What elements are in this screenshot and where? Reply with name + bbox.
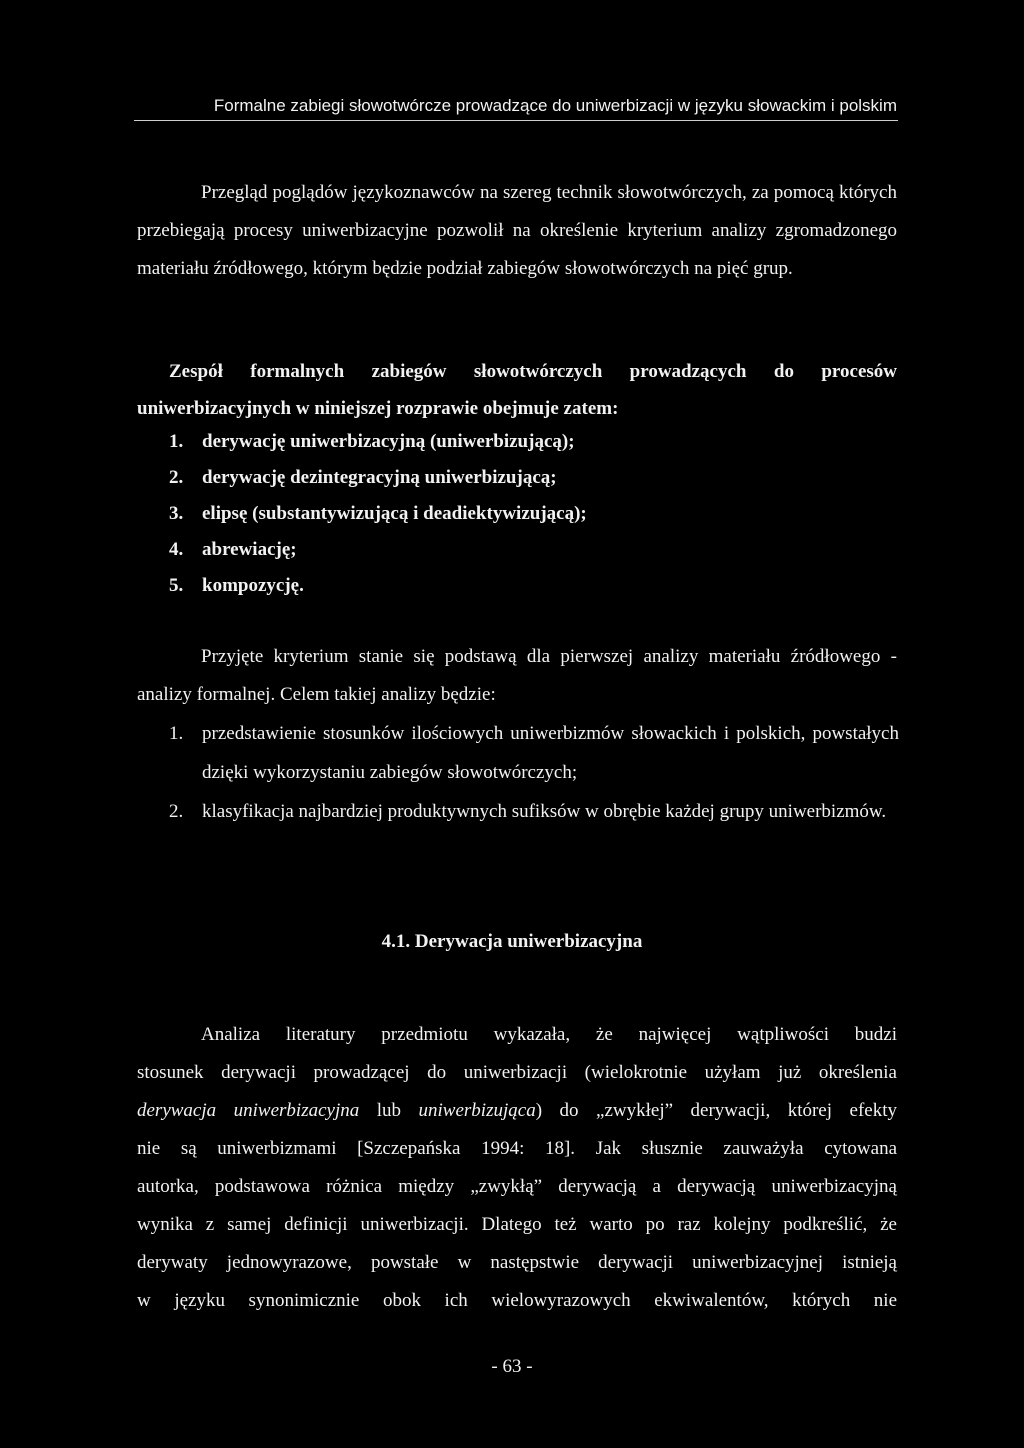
paragraph-line: wynika z samej definicji uniwerbizacji. Dlatego też warto po raz kolejny podkreślić, że — [137, 1214, 897, 1235]
criterion-lead: Przyjęte kryterium stanie się podstawą dla pierwszej analizy materiału źródłowego - analizy formalnej. Celem takiej analizy będzie: — [137, 646, 897, 705]
italic-term: derywacja uniwerbizacyjna — [137, 1100, 360, 1121]
list-item: 5. kompozycję. — [169, 575, 304, 596]
page-number: - 63 - — [491, 1356, 533, 1377]
list-item: 1. derywację uniwerbizacyjną (uniwerbizującą); — [169, 431, 575, 452]
paragraph-line: derywacja uniwerbizacyjna lub uniwerbizująca) do „zwykłej” derywacji, której efekty — [137, 1100, 897, 1121]
paragraph-line: Analiza literatury przedmiotu wykazała, że najwięcej wątpliwości budzi — [201, 1024, 897, 1045]
paragraph-line: w języku synonimicznie obok ich wielowyrazowych ekwiwalentów, których nie — [137, 1290, 897, 1311]
criterion-list — [169, 714, 899, 831]
paragraph-line: derywaty jednowyrazowe, powstałe w następstwie derywacji uniwerbizacyjnej istnieją — [137, 1252, 897, 1273]
section-heading: 4.1. Derywacja uniwerbizacyjna — [381, 931, 643, 952]
paragraph-line: nie są uniwerbizmami [Szczepańska 1994: 18]. Jak słusznie zauważyła cytowana — [137, 1138, 897, 1159]
list-item: 2. derywację dezintegracyjną uniwerbizującą; — [169, 467, 557, 488]
intro-paragraph: Przegląd poglądów językoznawców na szereg technik słowotwórczych, za pomocą których przebiegają procesy uniwerbizacyjne pozwolił na określenie kryterium analizy zgromadzonego materiału źródłowego, którym będzie podział zabiegów słowotwórczych na pięć grup. — [137, 182, 897, 279]
techniques-list — [169, 424, 899, 604]
running-header: Formalne zabiegi słowotwórcze prowadzące do uniwerbizacji w języku słowackim i polskim — [213, 96, 897, 115]
italic-term: uniwerbizująca — [418, 1100, 536, 1121]
list-item: 2. klasyfikacja najbardziej produktywnych sufiksów w obrębie każdej grupy uniwerbizmów. — [169, 801, 887, 822]
header-rule — [134, 120, 898, 121]
paragraph-line: stosunek derywacji prowadzącej do uniwerbizacji (wielokrotnie użyłam już określenia — [137, 1062, 897, 1083]
techniques-lead: Zespół formalnych zabiegów słowotwórczych prowadzących do procesów uniwerbizacyjnych w niniejszej rozprawie obejmuje zatem: — [137, 361, 897, 419]
section-paragraph — [137, 1016, 897, 1320]
list-item: 4. abrewiację; — [169, 539, 297, 560]
list-item: 3. elipsę (substantywizującą i deadiektywizującą); — [169, 503, 587, 524]
list-item: 1. przedstawienie stosunków ilościowych uniwerbizmów słowackich i polskich, powstałych dzięki wykorzystaniu zabiegów słowotwórczych; — [169, 723, 899, 783]
paragraph-line: autorka, podstawowa różnica między „zwykłą” derywacją a derywacją uniwerbizacyjną — [137, 1176, 897, 1197]
